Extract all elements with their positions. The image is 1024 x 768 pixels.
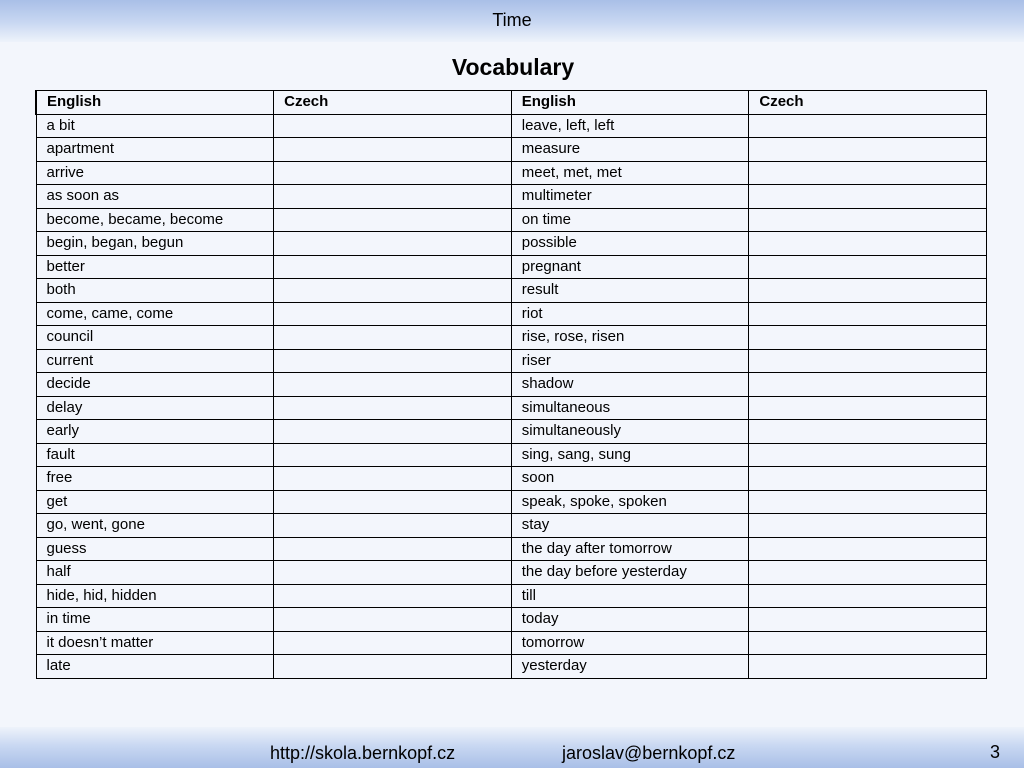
table-row (36, 608, 987, 632)
english-cell: delay (36, 396, 274, 420)
czech-cell (749, 255, 987, 279)
table-row (36, 561, 987, 585)
table-row (36, 584, 987, 608)
english-cell: sing, sang, sung (511, 443, 749, 467)
english-cell: arrive (36, 161, 274, 185)
english-cell: pregnant (511, 255, 749, 279)
czech-cell (749, 467, 987, 491)
table-row (36, 161, 987, 185)
table-row (36, 185, 987, 209)
english-cell: come, came, come (36, 302, 274, 326)
czech-cell (749, 396, 987, 420)
czech-cell (749, 373, 987, 397)
english-cell: a bit (36, 114, 274, 138)
english-cell: better (36, 255, 274, 279)
column-header-czech-2: Czech (749, 91, 987, 115)
english-cell: multimeter (511, 185, 749, 209)
czech-cell (749, 208, 987, 232)
table-header-row (36, 91, 987, 115)
footer-email: jaroslav@bernkopf.cz (562, 743, 736, 763)
column-header-english-1: English (36, 91, 274, 115)
english-cell: as soon as (36, 185, 274, 209)
english-cell: become, became, become (36, 208, 274, 232)
table-row (36, 138, 987, 162)
english-cell: possible (511, 232, 749, 256)
czech-cell (274, 161, 512, 185)
table-row (36, 326, 987, 350)
english-cell: fault (36, 443, 274, 467)
page-title: Vocabulary (451, 54, 575, 80)
english-cell: speak, spoke, spoken (511, 490, 749, 514)
czech-cell (749, 114, 987, 138)
english-cell: today (511, 608, 749, 632)
czech-cell (749, 279, 987, 303)
english-cell: yesterday (511, 655, 749, 679)
czech-cell (274, 396, 512, 420)
table-row (36, 443, 987, 467)
english-cell: soon (511, 467, 749, 491)
english-cell: get (36, 490, 274, 514)
czech-cell (274, 514, 512, 538)
english-cell: it doesn’t matter (36, 631, 274, 655)
english-cell: stay (511, 514, 749, 538)
english-cell: result (511, 279, 749, 303)
table-row (36, 279, 987, 303)
czech-cell (749, 608, 987, 632)
table-row (36, 655, 987, 679)
table-row (36, 373, 987, 397)
czech-cell (274, 279, 512, 303)
czech-cell (749, 514, 987, 538)
english-cell: leave, left, left (511, 114, 749, 138)
czech-cell (274, 584, 512, 608)
czech-cell (274, 326, 512, 350)
czech-cell (749, 349, 987, 373)
footer-url: http://skola.bernkopf.cz (270, 743, 456, 763)
english-cell: shadow (511, 373, 749, 397)
czech-cell (749, 490, 987, 514)
czech-cell (749, 326, 987, 350)
english-cell: guess (36, 537, 274, 561)
czech-cell (749, 561, 987, 585)
english-cell: half (36, 561, 274, 585)
table-row (36, 349, 987, 373)
english-cell: riser (511, 349, 749, 373)
czech-cell (274, 561, 512, 585)
english-cell: both (36, 279, 274, 303)
table-row (36, 302, 987, 326)
page-number: 3 (990, 742, 1001, 762)
czech-cell (274, 185, 512, 209)
czech-cell (749, 185, 987, 209)
english-cell: measure (511, 138, 749, 162)
english-cell: free (36, 467, 274, 491)
czech-cell (749, 232, 987, 256)
czech-cell (274, 255, 512, 279)
czech-cell (274, 232, 512, 256)
czech-cell (274, 114, 512, 138)
english-cell: current (36, 349, 274, 373)
czech-cell (749, 420, 987, 444)
english-cell: on time (511, 208, 749, 232)
english-cell: hide, hid, hidden (36, 584, 274, 608)
english-cell: late (36, 655, 274, 679)
english-cell: riot (511, 302, 749, 326)
column-header-english-2: English (511, 91, 749, 115)
english-cell: simultaneous (511, 396, 749, 420)
table-row (36, 232, 987, 256)
czech-cell (749, 655, 987, 679)
table-row (36, 537, 987, 561)
czech-cell (749, 443, 987, 467)
table-row (36, 396, 987, 420)
english-cell: the day before yesterday (511, 561, 749, 585)
table-row (36, 255, 987, 279)
footer-band (0, 727, 1024, 768)
czech-cell (274, 443, 512, 467)
english-cell: the day after tomorrow (511, 537, 749, 561)
header-title: Time (492, 10, 532, 30)
table-row (36, 208, 987, 232)
czech-cell (274, 302, 512, 326)
english-cell: apartment (36, 138, 274, 162)
czech-cell (749, 161, 987, 185)
table-row (36, 420, 987, 444)
czech-cell (749, 631, 987, 655)
english-cell: early (36, 420, 274, 444)
english-cell: go, went, gone (36, 514, 274, 538)
czech-cell (274, 631, 512, 655)
english-cell: tomorrow (511, 631, 749, 655)
czech-cell (749, 302, 987, 326)
czech-cell (274, 349, 512, 373)
czech-cell (274, 655, 512, 679)
english-cell: meet, met, met (511, 161, 749, 185)
czech-cell (274, 420, 512, 444)
english-cell: decide (36, 373, 274, 397)
table-row (36, 631, 987, 655)
czech-cell (274, 537, 512, 561)
czech-cell (274, 490, 512, 514)
english-cell: council (36, 326, 274, 350)
vocabulary-table (35, 90, 987, 679)
english-cell: rise, rose, risen (511, 326, 749, 350)
table-row (36, 490, 987, 514)
table-row (36, 467, 987, 491)
czech-cell (749, 537, 987, 561)
czech-cell (749, 584, 987, 608)
english-cell: in time (36, 608, 274, 632)
czech-cell (749, 138, 987, 162)
czech-cell (274, 467, 512, 491)
czech-cell (274, 373, 512, 397)
table-row (36, 114, 987, 138)
table-row (36, 514, 987, 538)
english-cell: begin, began, begun (36, 232, 274, 256)
table-body (36, 114, 987, 678)
column-header-czech-1: Czech (274, 91, 512, 115)
english-cell: simultaneously (511, 420, 749, 444)
english-cell: till (511, 584, 749, 608)
czech-cell (274, 608, 512, 632)
czech-cell (274, 138, 512, 162)
czech-cell (274, 208, 512, 232)
